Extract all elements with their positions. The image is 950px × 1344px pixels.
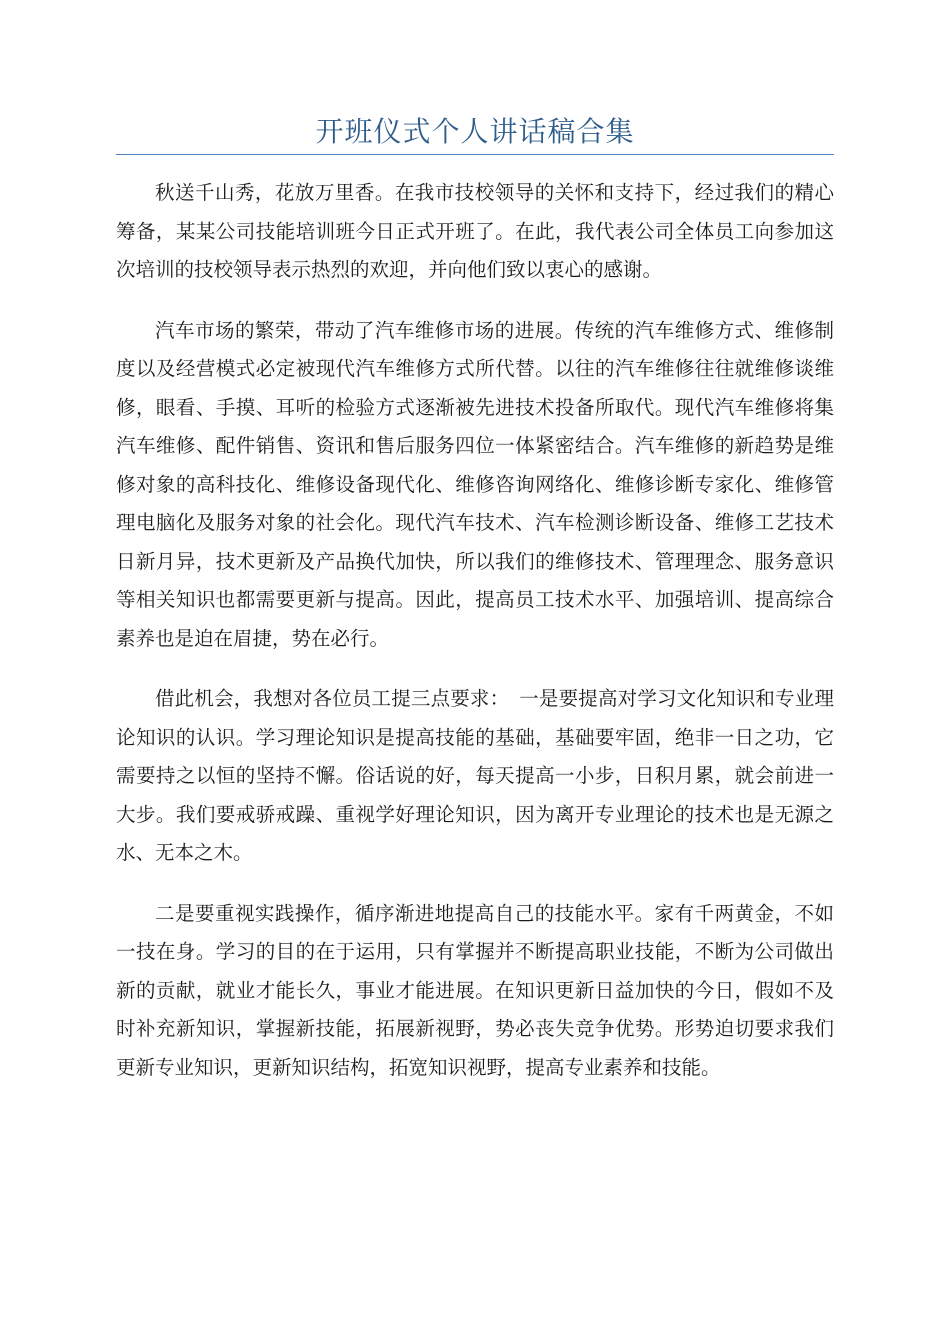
- paragraph-opening: 秋送千山秀，花放万里香。在我市技校领导的关怀和支持下，经过我们的精心筹备，某某公司技能培训班今日正式开班了。在此，我代表公司全体员工向参加这次培训的技校领导表示热烈的欢迎，并向他们致以衷心的感谢。: [116, 181, 834, 281]
- document-body: [116, 174, 834, 1109]
- document-title: 开班仪式个人讲话稿合集: [315, 115, 635, 148]
- paragraph-industry-trends: 汽车市场的繁荣，带动了汽车维修市场的进展。传统的汽车维修方式、维修制度以及经营模式必定被现代汽车维修方式所代替。以往的汽车维修往往就维修谈维修，眼看、手摸、耳听的检验方式逐渐被先进技术投备所取代。现代汽车维修将集汽车维修、配件销售、资讯和售后服务四位一体紧密结合。汽车维修的新趋势是维修对象的高科技化、维修设备现代化、维修咨询网络化、维修诊断专家化、维修管理电脑化及服务对象的社会化。现代汽车技术、汽车检测诊断设备、维修工艺技术日新月异，技术更新及产品换代加快，所以我们的维修技术、管理理念、服务意识等相关知识也都需要更新与提高。因此，提高员工技术水平、加强培训、提高综合素养也是迫在眉捷，势在必行。: [116, 318, 834, 650]
- title-underline-divider: [116, 154, 834, 155]
- paragraph-requirement-one: 借此机会，我想对各位员工提三点要求： 一是要提高对学习文化知识和专业理论知识的认识。学习理论知识是提高技能的基础，基础要牢固，绝非一日之功，它需要持之以恒的坚持不懈。俗话说的好，每天提高一小步，日积月累，就会前进一大步。我们要戒骄戒躁、重视学好理论知识，因为离开专业理论的技术也是无源之水、无本之木。: [116, 687, 834, 864]
- paragraph-requirement-two: 二是要重视实践操作，循序渐进地提高自己的技能水平。家有千两黄金，不如一技在身。学习的目的在于运用，只有掌握并不断提高职业技能，不断为公司做出新的贡献，就业才能长久，事业才能进展。在知识更新日益加快的今日，假如不及时补充新知识，掌握新技能，拓展新视野，势必丧失竞争优势。形势迫切要求我们更新专业知识，更新知识结构，拓宽知识视野，提高专业素养和技能。: [116, 901, 834, 1079]
